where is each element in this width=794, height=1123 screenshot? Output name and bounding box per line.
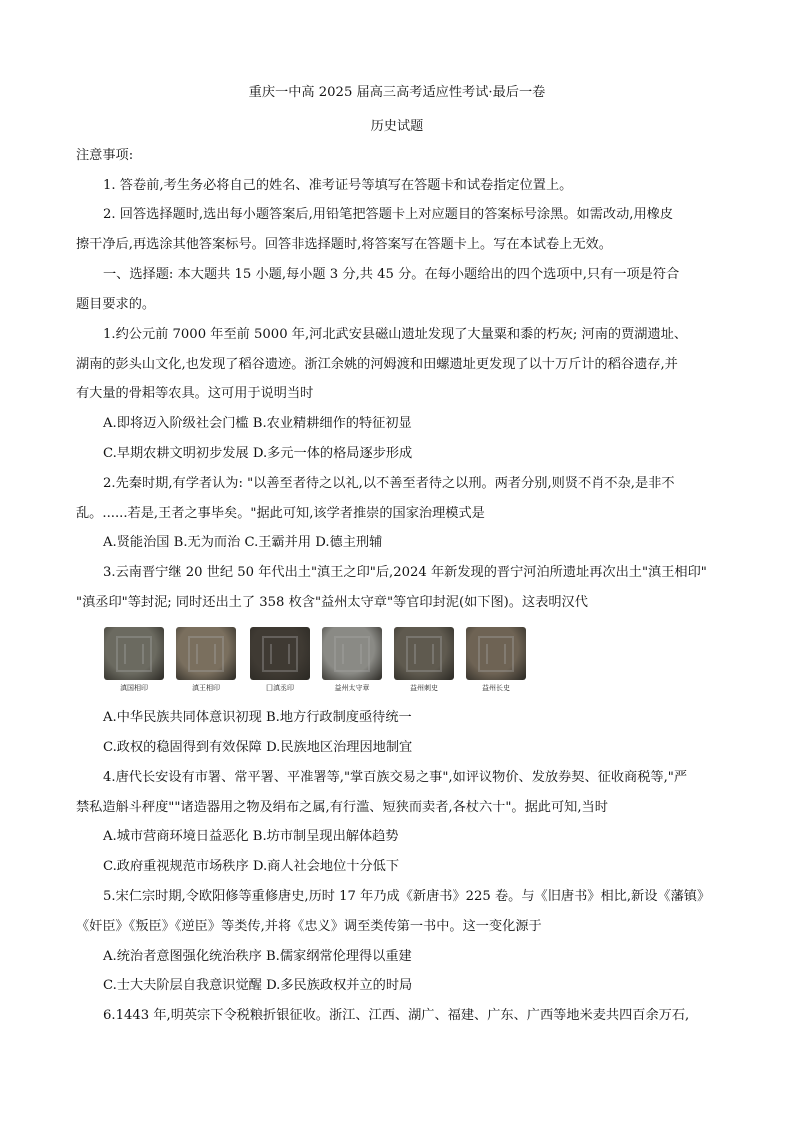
q3-stem-line1: 3.云南晋宁继 20 世纪 50 年代出土"滇王之印"后,2024 年新发现的晋宁河泊所遗址再次出土"滇王相印"	[103, 565, 707, 580]
q2-options: A.贤能治国 B.无为而治 C.王霸并用 D.德主刑辅	[103, 535, 383, 550]
q1-stem-line1: 1.约公元前 7000 年至前 5000 年,河北武安县磁山遗址发现了大量粟和黍的朽灰; 河南的贾湖遗址、	[103, 327, 688, 342]
seal-item	[322, 627, 382, 693]
subject-title: 历史试题	[370, 119, 424, 134]
seal-caption: 益州长史	[482, 684, 510, 692]
q2-stem-line2: 乱。......若是,王者之事毕矣。"据此可知,该学者推崇的国家治理模式是	[76, 506, 485, 521]
q4-options-cd: C.政府重视规范市场秩序 D.商人社会地位十分低下	[103, 859, 400, 874]
notice-item-1: 1. 答卷前,考生务必将自己的姓名、准考证号等填写在答题卡和试卷指定位置上。	[103, 178, 573, 193]
seal-caption: 滇国相印	[120, 684, 148, 692]
seal-photo	[322, 627, 382, 680]
exam-title: 重庆一中高 2025 届高三高考适应性考试·最后一卷	[248, 85, 546, 100]
q1-stem-line2: 湖南的彭头山文化,也发现了稻谷遗迹。浙江余姚的河姆渡和田螺遗址更发现了以十万斤计的稻谷遗存,并	[76, 357, 678, 372]
seal-caption: 益州太守章	[334, 684, 370, 692]
q6-stem-line1: 6.1443 年,明英宗下令税粮折银征收。浙江、江西、湖广、福建、广东、广西等地米麦共四百余万石,	[103, 1008, 690, 1023]
q1-stem-line3: 有大量的骨耜等农具。这可用于说明当时	[76, 386, 314, 401]
seal-photo	[250, 627, 310, 680]
seal-caption: 益州刺史	[410, 684, 438, 692]
section-heading-line2: 题目要求的。	[76, 297, 156, 312]
q1-options-ab: A.即将迈入阶级社会门槛 B.农业精耕细作的特征初显	[103, 416, 412, 431]
seal-item	[176, 627, 236, 693]
section-heading-line1: 一、选择题: 本大题共 15 小题,每小题 3 分,共 45 分。在每小题给出的四个选项中,只有一项是符合	[103, 267, 680, 282]
q1-options-cd: C.早期农耕文明初步发展 D.多元一体的格局逐步形成	[103, 446, 413, 461]
seal-item	[394, 627, 454, 693]
seal-photo	[104, 627, 164, 680]
q4-stem-line2: 禁私造斛斗秤度""诸造器用之物及绢布之属,有行滥、短狭而卖者,各杖六十"。据此可知,当时	[76, 800, 608, 815]
seal-photo	[466, 627, 526, 680]
seal-photo	[394, 627, 454, 680]
seal-item	[466, 627, 526, 693]
q5-options-ab: A.统治者意图强化统治秩序 B.儒家纲常伦理得以重建	[103, 949, 412, 964]
notice-item-2-line1: 2. 回答选择题时,选出每小题答案后,用铅笔把答题卡上对应题目的答案标号涂黑。如需改动,用橡皮	[103, 207, 674, 222]
q5-stem-line2: 《奸臣》《叛臣》《逆臣》等类传,并将《忠义》调至类传第一书中。这一变化源于	[76, 919, 542, 934]
q5-stem-line1: 5.宋仁宗时期,令欧阳修等重修唐史,历时 17 年乃成《新唐书》225 卷。与《旧唐书》相比,新设《藩镇》	[103, 889, 711, 904]
q4-stem-line1: 4.唐代长安设有市署、常平署、平准署等,"掌百族交易之事",如评议物价、发放券契、征收商税等,"严	[103, 770, 688, 785]
notice-heading: 注意事项:	[76, 148, 134, 163]
seal-photo	[176, 627, 236, 680]
q4-options-ab: A.城市营商环境日益恶化 B.坊市制呈现出解体趋势	[103, 829, 399, 844]
q2-stem-line1: 2.先秦时期,有学者认为: "以善至者待之以礼,以不善至者待之以刑。两者分别,则贤不肖不杂,是非不	[103, 476, 675, 491]
q3-options-cd: C.政权的稳固得到有效保障 D.民族地区治理因地制宜	[103, 740, 413, 755]
seal-clay-figure	[104, 627, 544, 697]
q3-options-ab: A.中华民族共同体意识初现 B.地方行政制度亟待统一	[103, 710, 412, 725]
notice-item-2-line2: 擦干净后,再选涂其他答案标号。回答非选择题时,将答案写在答题卡上。写在本试卷上无效。	[76, 237, 612, 252]
seal-caption: 囗滇丞印	[266, 684, 294, 692]
q5-options-cd: C.士大夫阶层自我意识觉醒 D.多民族政权并立的时局	[103, 978, 413, 993]
q3-stem-line2: "滇丞印"等封泥; 同时还出土了 358 枚含"益州太守章"等官印封泥(如下图)。这表明汉代	[76, 595, 588, 610]
seal-item	[104, 627, 164, 693]
seal-caption: 滇王相印	[192, 684, 220, 692]
seal-item	[250, 627, 310, 693]
